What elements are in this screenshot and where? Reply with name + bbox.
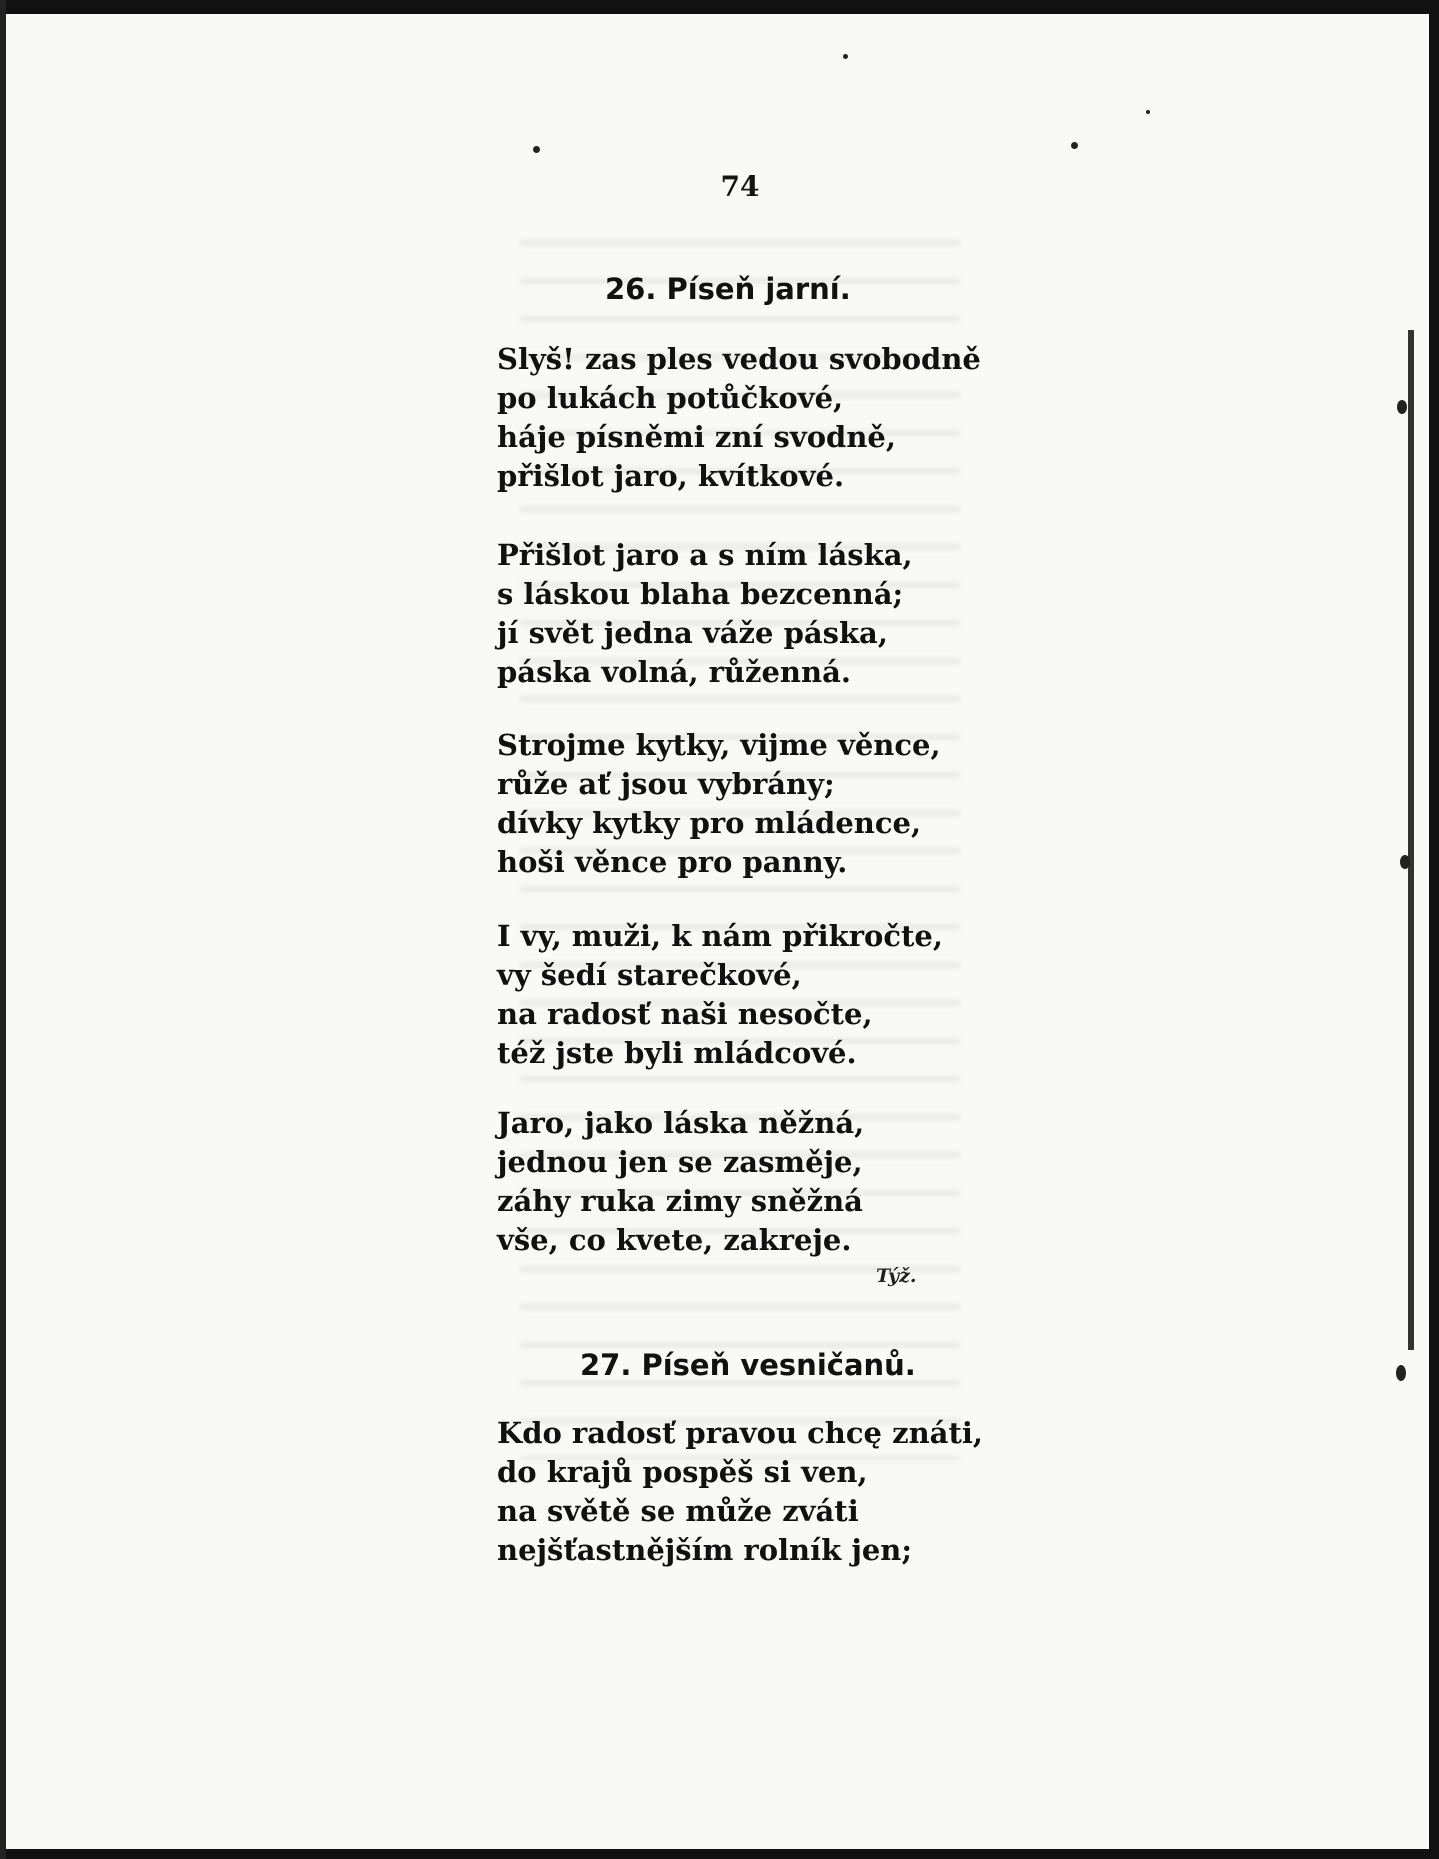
poem-attribution: Týž. xyxy=(876,1265,917,1287)
verse-line: do krajů pospěš si ven, xyxy=(497,1455,868,1489)
verse-line: vše, co kvete, zakreje. xyxy=(497,1223,852,1257)
poem-title: 26. Píseň jarní. xyxy=(605,272,851,306)
verse-line: dívky kytky pro mládence, xyxy=(497,806,922,840)
verse-line: růže ať jsou vybrány; xyxy=(497,767,835,801)
scan-speck xyxy=(1400,855,1410,869)
scan-speck xyxy=(533,146,540,153)
verse-line: vy šedí starečkové, xyxy=(497,958,802,992)
poem-title: 27. Píseň vesničanů. xyxy=(580,1348,916,1382)
poem-stanza xyxy=(497,536,1037,692)
scan-edge-left xyxy=(0,0,6,1859)
poem-stanza xyxy=(497,917,1037,1073)
verse-line: s láskou blaha bezcenná; xyxy=(497,577,904,611)
verse-line: nejšťastnějším rolník jen; xyxy=(497,1533,913,1567)
page-binding-shadow xyxy=(1408,330,1414,1350)
scan-speck xyxy=(843,54,848,59)
scan-edge-right xyxy=(1429,0,1439,1859)
verse-line: Slyš! zas ples vedou svobodně xyxy=(497,342,981,376)
verse-line: háje písněmi zní svodně, xyxy=(497,420,896,454)
poem-stanza xyxy=(497,1104,1037,1260)
page-number: 74 xyxy=(720,170,760,203)
scan-edge-bottom xyxy=(0,1849,1439,1859)
verse-line: přišlot jaro, kvítkové. xyxy=(497,459,845,493)
scan-speck xyxy=(1071,142,1078,149)
scan-speck xyxy=(1397,400,1407,414)
verse-line: hoši věnce pro panny. xyxy=(497,845,848,879)
verse-line: na radosť naši nesočte, xyxy=(497,997,873,1031)
verse-line: též jste byli mládcové. xyxy=(497,1036,857,1070)
verse-line: Přišlot jaro a s ním láska, xyxy=(497,538,913,572)
verse-line: Strojme kytky, vijme věnce, xyxy=(497,728,941,762)
verse-line: jí svět jedna váže páska, xyxy=(497,616,888,650)
poem-stanza xyxy=(497,726,1037,882)
verse-line: Jaro, jako láska něžná, xyxy=(497,1106,865,1140)
verse-line: záhy ruka zimy sněžná xyxy=(497,1184,863,1218)
poem-stanza xyxy=(497,340,1037,496)
scan-speck xyxy=(1146,110,1150,114)
verse-line: jednou jen se zasměje, xyxy=(497,1145,863,1179)
verse-line: Kdo radosť pravou chcę znáti, xyxy=(497,1416,983,1450)
verse-line: na světě se může zváti xyxy=(497,1494,859,1528)
verse-line: po lukách potůčkové, xyxy=(497,381,844,415)
verse-line: páska volná, růženná. xyxy=(497,655,851,689)
scan-speck xyxy=(1396,1365,1406,1381)
poem-stanza xyxy=(497,1414,1037,1570)
verse-line: I vy, muži, k nám přikročte, xyxy=(497,919,943,953)
scan-edge-top xyxy=(0,0,1439,14)
